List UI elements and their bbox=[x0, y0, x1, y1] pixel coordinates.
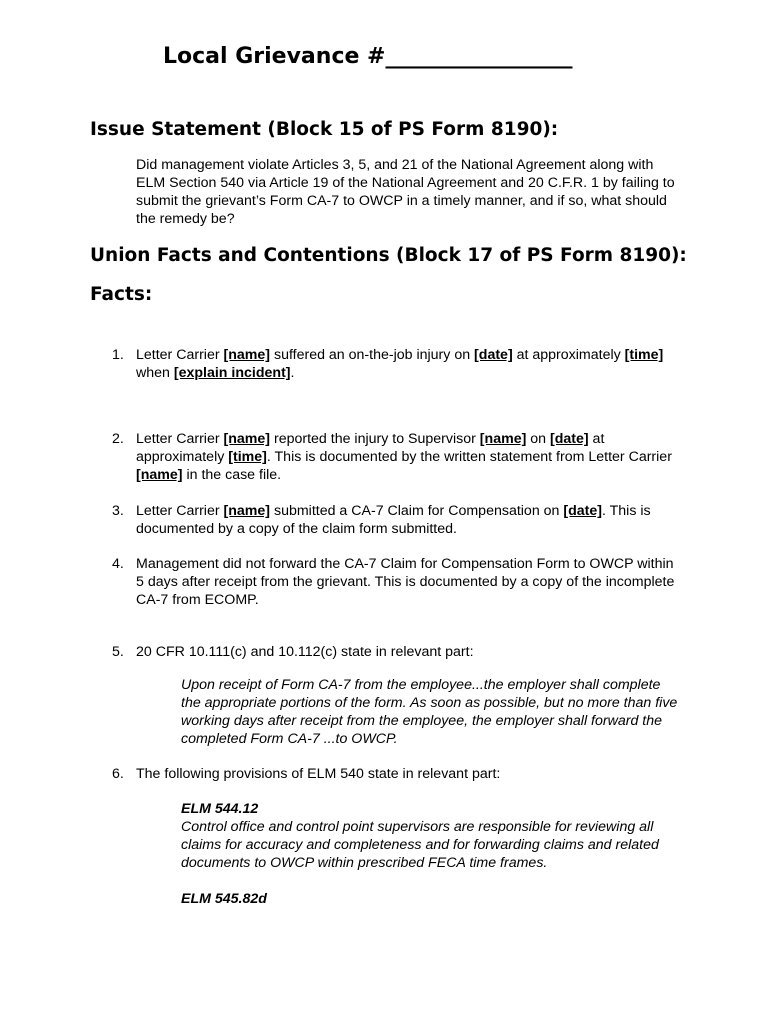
list-number: 6. bbox=[112, 766, 124, 782]
elm-544-12-text: Control office and control point supervisors are responsible for reviewing all claims for accuracy and completeness and for forwarding claims and related documents to OWCP within prescribed FECA time frames. bbox=[181, 819, 659, 871]
union-heading: Union Facts and Contentions (Block 17 of PS Form 8190): bbox=[90, 245, 687, 266]
name-placeholder: [name] bbox=[223, 431, 271, 447]
fact-item-6: The following provisions of ELM 540 state in relevant part: bbox=[136, 766, 501, 782]
facts-heading: Facts: bbox=[90, 284, 153, 305]
fact-item-4: Management did not forward the CA-7 Claim for Compensation Form to OWCP within 5 days after receipt from the grievant. This is documented by a copy of the incomplete CA-7 from ECOMP. bbox=[136, 556, 675, 608]
name-placeholder: [name] bbox=[479, 431, 527, 447]
date-placeholder: [date] bbox=[563, 503, 602, 519]
cfr-quote: Upon receipt of Form CA-7 from the employee...the employer shall complete the appropriate portions of the form. As soon as possible, but no more than five working days after receipt from the employee, the employer shall forward the completed Form CA-7 ...to OWCP. bbox=[181, 677, 678, 747]
fact-item-2: Letter Carrier [name] reported the injury to Supervisor [name] on [date] at approximately [time]. This is documented by the written statement from Letter Carrier [name] in the case file. bbox=[136, 431, 672, 483]
elm-545-82d-title: ELM 545.82d bbox=[181, 891, 267, 907]
list-number: 1. bbox=[112, 347, 124, 363]
name-placeholder: [name] bbox=[136, 467, 183, 483]
date-placeholder: [date] bbox=[474, 347, 513, 363]
list-number: 2. bbox=[112, 431, 124, 447]
elm-544-12-section bbox=[181, 800, 681, 872]
list-number: 5. bbox=[112, 644, 124, 660]
list-number: 3. bbox=[112, 503, 124, 519]
elm-544-12-title: ELM 544.12 bbox=[181, 801, 259, 817]
time-placeholder: [time] bbox=[624, 347, 664, 363]
page-title: Local Grievance #_________________ bbox=[163, 44, 573, 69]
fact-item-5: 20 CFR 10.111(c) and 10.112(c) state in relevant part: bbox=[136, 644, 474, 660]
issue-statement: Did management violate Articles 3, 5, and 21 of the National Agreement along with ELM Section 540 via Article 19 of the National Agreement and 20 C.F.R. 1 by failing to submit the grievant’s Form CA-7 to OWCP in a timely manner, and if so, what should the remedy be? bbox=[136, 157, 675, 227]
name-placeholder: [name] bbox=[223, 503, 271, 519]
time-placeholder: [time] bbox=[228, 449, 267, 465]
fact-item-3: Letter Carrier [name] submitted a CA-7 Claim for Compensation on [date]. This is documented by a copy of the claim form submitted. bbox=[136, 503, 651, 537]
list-number: 4. bbox=[112, 556, 124, 572]
date-placeholder: [date] bbox=[549, 431, 589, 447]
fact-item-1: Letter Carrier [name] suffered an on-the-job injury on [date] at approximately [time] when [explain incident]. bbox=[136, 347, 664, 381]
elm-545-82d-section bbox=[181, 890, 681, 908]
explain-incident-placeholder: [explain incident] bbox=[173, 365, 291, 381]
name-placeholder: [name] bbox=[223, 347, 271, 363]
issue-heading: Issue Statement (Block 15 of PS Form 8190): bbox=[90, 119, 559, 140]
